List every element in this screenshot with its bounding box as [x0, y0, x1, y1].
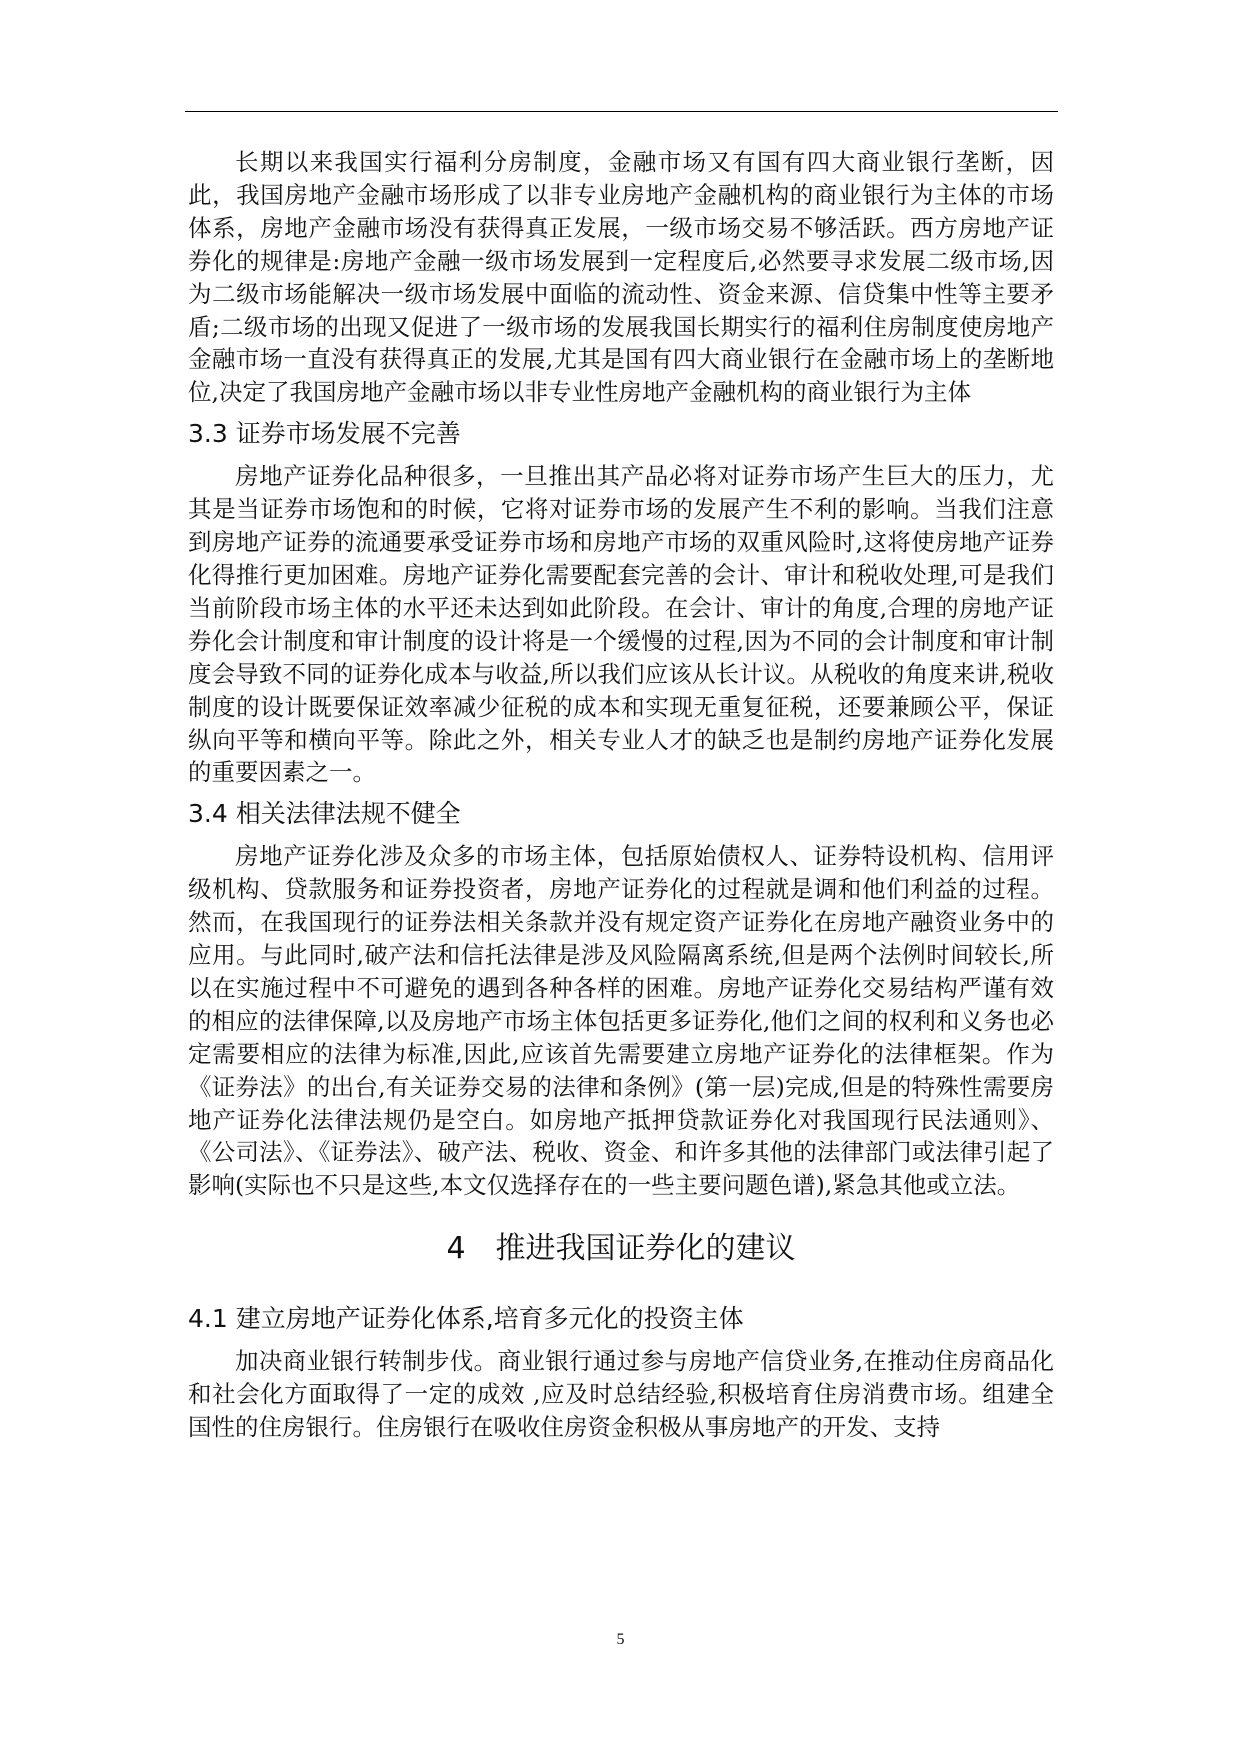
section-heading-3-3: 3.3 证券市场发展不完善	[188, 419, 461, 449]
page-number: 5	[616, 1631, 625, 1648]
paragraph-commercial-banks: 加决商业银行转制步伐。商业银行通过参与房地产信贷业务,在推动住房商品化和社会化方面取得了一定的成效 ,应及时总结经验,积极培育住房消费市场。组建全国性的住房银行。住房银行在吸收住房资金积极从事房地产的开发、支持	[188, 1347, 1054, 1442]
paragraph-welfare-housing: 长期以来我国实行福利分房制度，金融市场又有国有四大商业银行垄断，因此，我国房地产金融市场形成了以非专业房地产金融机构的商业银行为主体的市场体系，房地产金融市场没有获得真正发展，一级市场交易不够活跃。西方房地产证券化的规律是:房地产金融一级市场发展到一定程度后,必然要寻求发展二级市场,因为二级市场能解决一级市场发展中面临的流动性、资金来源、信贷集中性等主要矛盾;二级市场的出现又促进了一级市场的发展我国长期实行的福利住房制度使房地产金融市场一直没有获得真正的发展,尤其是国有四大商业银行在金融市场上的垄断地位,决定了我国房地产金融市场以非专业性房地产金融机构的商业银行为主体	[188, 148, 1054, 407]
section-heading-4-1: 4.1 建立房地产证券化体系,培育多元化的投资主体	[188, 1304, 744, 1334]
paragraph-securities-market: 房地产证券化品种很多，一旦推出其产品必将对证券市场产生巨大的压力，尤其是当证券市场饱和的时候，它将对证券市场的发展产生不利的影响。当我们注意到房地产证券的流通要承受证券市场和房地产市场的双重风险时,这将使房地产证券化得推行更加困难。房地产证券化需要配套完善的会计、审计和税收处理,可是我们当前阶段市场主体的水平还未达到如此阶段。在会计、审计的角度,合理的房地产证券化会计制度和审计制度的设计将是一个缓慢的过程,因为不同的会计制度和审计制度会导致不同的证券化成本与收益,所以我们应该从长计议。从税收的角度来讲,税收制度的设计既要保证效率减少征税的成本和实现无重复征税，还要兼顾公平，保证纵向平等和横向平等。除此之外，相关专业人才的缺乏也是制约房地产证券化发展的重要因素之一。	[188, 462, 1054, 787]
header-rule	[185, 111, 1058, 112]
chapter-heading-4: 4 推进我国证券化的建议	[446, 1231, 796, 1267]
paragraph-legal-framework: 房地产证券化涉及众多的市场主体，包括原始债权人、证券特设机构、信用评级机构、贷款服务和证券投资者，房地产证券化的过程就是调和他们利益的过程。然而，在我国现行的证券法相关条款并没有规定资产证券化在房地产融资业务中的应用。与此同时,破产法和信托法律是涉及风险隔离系统,但是两个法例时间较长,所以在实施过程中不可避免的遇到各种各样的困难。房地产证券化交易结构严谨有效的相应的法律保障,以及房地产市场主体包括更多证券化,他们之间的权利和义务也必定需要相应的法律为标准,因此,应该首先需要建立房地产证券化的法律框架。作为《证券法》的出台,有关证券交易的法律和条例》(第一层)完成,但是的特殊性需要房地产证券化法律法规仍是空白。如房地产抵押贷款证券化对我国现行民法通则》、《公司法》、《证券法》、破产法、税收、资金、和许多其他的法律部门或法律引起了影响(实际也不只是这些,本文仅选择存在的一些主要问题色谱),紧急其他或立法。	[188, 842, 1054, 1200]
section-heading-3-4: 3.4 相关法律法规不健全	[188, 799, 461, 829]
page-content	[188, 146, 1054, 1444]
